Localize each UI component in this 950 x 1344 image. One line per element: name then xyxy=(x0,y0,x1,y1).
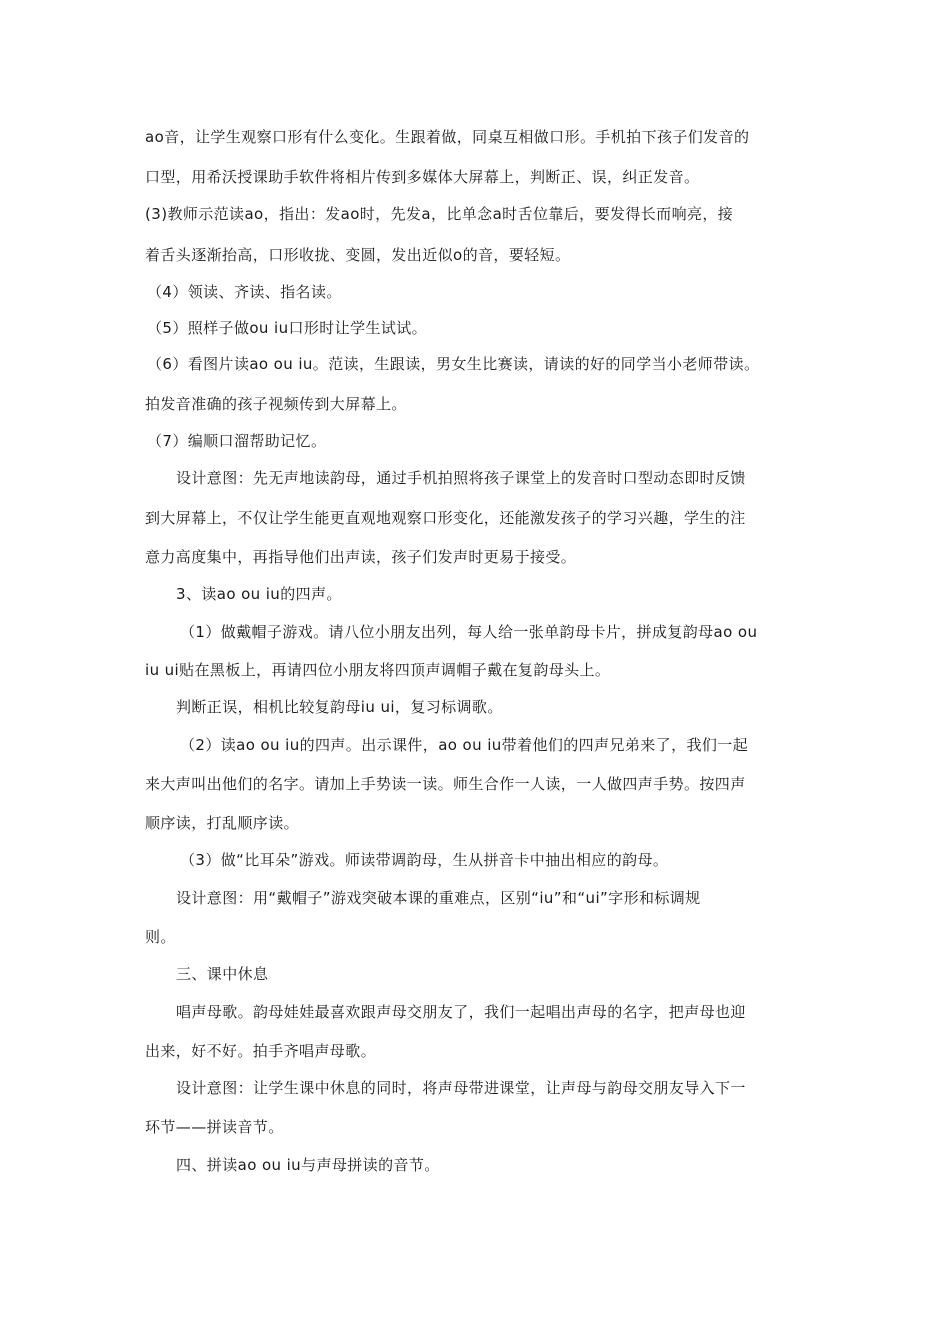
section-heading: 3、读ao ou iu的四声。 xyxy=(176,585,342,603)
text-line: 则。 xyxy=(145,928,176,946)
text-line: 判断正误，相机比较复韵母iu ui，复习标调歌。 xyxy=(176,698,503,716)
text-line: (3)教师示范读ao，指出：发ao时，先发a，比单念a时舌位靠后，要发得长而响亮，接 xyxy=(145,205,734,223)
text-line: （1）做戴帽子游戏。请八位小朋友出列，每人给一张单韵母卡片，拼成复韵母ao ou xyxy=(180,623,758,641)
text-line: 顺序读，打乱顺序读。 xyxy=(145,814,300,832)
section-heading: 四、拼读ao ou iu与声母拼读的音节。 xyxy=(176,1156,440,1174)
text-line: （6）看图片读ao ou iu。范读，生跟读，男女生比赛读，请读的好的同学当小老师带读。 xyxy=(147,355,760,373)
text-line: 设计意图：先无声地读韵母，通过手机拍照将孩子课堂上的发音时口型动态即时反馈 xyxy=(176,469,746,487)
text-line: 出来，好不好。拍手齐唱声母歌。 xyxy=(145,1042,377,1060)
text-line: 口型，用希沃授课助手软件将相片传到多媒体大屏幕上，判断正、误，纠正发音。 xyxy=(145,168,700,186)
text-line: （2）读ao ou iu的四声。出示课件，ao ou iu带着他们的四声兄弟来了，我们一起 xyxy=(180,736,749,754)
text-line: 来大声叫出他们的名字。请加上手势读一读。师生合作一人读，一人做四声手势。按四声 xyxy=(145,775,746,793)
text-line: 意力高度集中，再指导他们出声读，孩子们发声时更易于接受。 xyxy=(145,548,577,566)
text-line: 拍发音准确的孩子视频传到大屏幕上。 xyxy=(145,395,407,413)
text-line: iu ui贴在黑板上，再请四位小朋友将四顶声调帽子戴在复韵母头上。 xyxy=(145,661,611,679)
text-line: 设计意图：用“戴帽子”游戏突破本课的重难点，区别“iu”和“ui”字形和标调规 xyxy=(176,889,701,907)
text-line: 着舌头逐渐抬高，口形收拢、变圆，发出近似o的音，要轻短。 xyxy=(145,246,571,264)
text-line: （3）做“比耳朵”游戏。师读带调韵母，生从拼音卡中抽出相应的韵母。 xyxy=(180,851,669,869)
text-line: ao音，让学生观察口形有什么变化。生跟着做，同桌互相做口形。手机拍下孩子们发音的 xyxy=(145,128,750,146)
text-line: 设计意图：让学生课中休息的同时，将声母带进课堂，让声母与韵母交朋友导入下一 xyxy=(176,1079,746,1097)
text-line: （5）照样子做ou iu口形时让学生试试。 xyxy=(147,319,428,337)
section-heading: 三、课中休息 xyxy=(176,965,269,983)
text-line: （7）编顺口溜帮助记忆。 xyxy=(147,432,327,450)
text-line: （4）领读、齐读、指名读。 xyxy=(147,283,342,301)
text-line: 环节——拼读音节。 xyxy=(145,1118,284,1136)
text-line: 到大屏幕上，不仅让学生能更直观地观察口形变化，还能激发孩子的学习兴趣，学生的注 xyxy=(145,509,746,527)
text-line: 唱声母歌。韵母娃娃最喜欢跟声母交朋友了，我们一起唱出声母的名字，把声母也迎 xyxy=(176,1003,746,1021)
